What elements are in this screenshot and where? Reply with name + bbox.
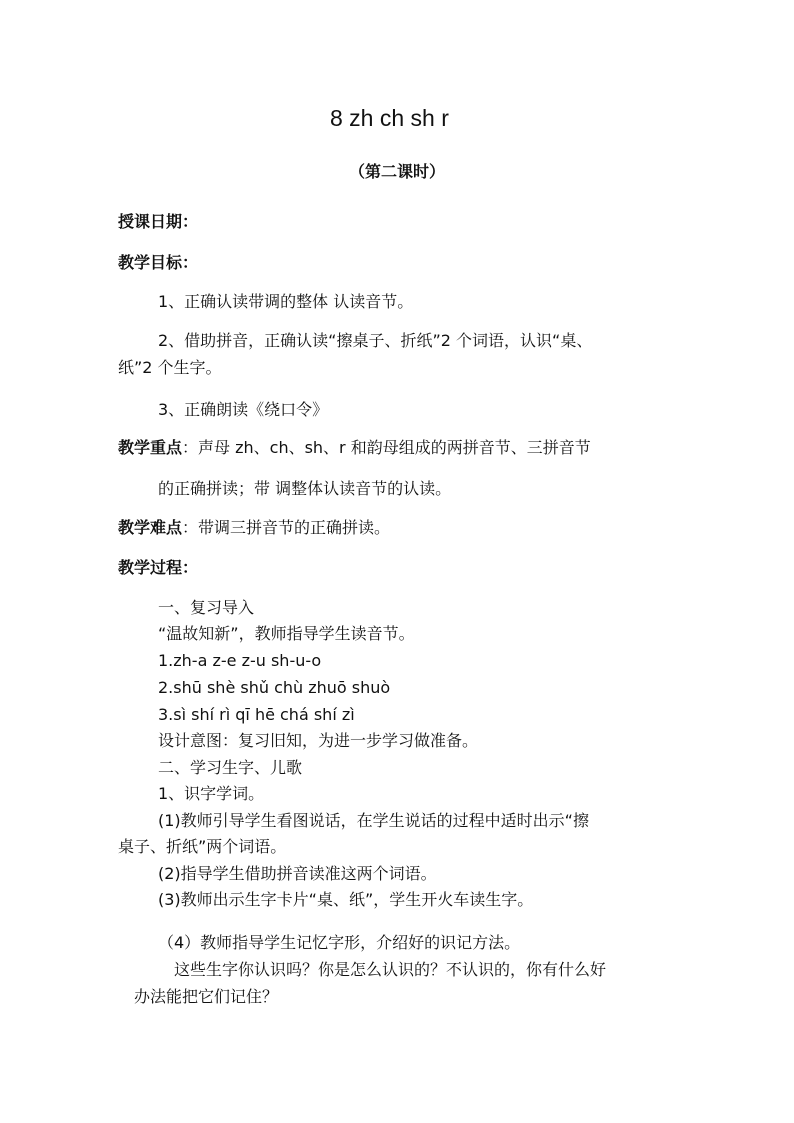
process-line: （4）教师指导学生记忆字形，介绍好的识记方法。 xyxy=(158,933,521,952)
lesson-subtitle: （第二课时） xyxy=(349,162,446,181)
syllables-row-1: 1.zh-a z-e z-u sh-u-o xyxy=(158,651,322,670)
key-points xyxy=(118,438,591,458)
difficulty-label: 教学难点 xyxy=(118,518,183,537)
goals-heading: 教学目标： xyxy=(118,253,199,272)
process-section-1: 一、复习导入 xyxy=(158,598,255,617)
page-title: 8 zh ch sh r xyxy=(330,105,449,131)
goal-1: 1、正确认读带调的整体 认读音节。 xyxy=(158,292,414,311)
difficulty-text: ：带调三拼音节的正确拼读。 xyxy=(182,518,391,537)
process-line: “温故知新”，教师指导学生读音节。 xyxy=(158,624,415,643)
process-heading: 教学过程： xyxy=(118,558,199,577)
process-line: 1、识字学词。 xyxy=(158,784,265,803)
goal-2-line-1: 2、借助拼音，正确认读“擦桌子、折纸”2 个词语，认识“桌、 xyxy=(158,331,593,350)
goal-2-line-2: 纸”2 个生字。 xyxy=(118,358,222,377)
process-line: 办法能把它们记住？ xyxy=(134,987,279,1006)
process-line: 这些生字你认识吗？你是怎么认识的？不认识的，你有什么好 xyxy=(174,960,607,979)
process-section-2: 二、学习生字、儿歌 xyxy=(158,758,303,777)
key-points-label: 教学重点 xyxy=(118,438,183,457)
process-line: (1)教师引导学生看图说话，在学生说话的过程中适时出示“擦 xyxy=(158,811,589,830)
design-intent: 设计意图：复习旧知，为进一步学习做准备。 xyxy=(158,731,479,750)
syllables-row-2: 2.shū shè shǔ chù zhuō shuò xyxy=(158,678,391,697)
process-line: (2)指导学生借助拼音读准这两个词语。 xyxy=(158,864,437,883)
process-line: 桌子、折纸”两个词语。 xyxy=(118,837,287,856)
goal-3: 3、正确朗读《绕口令》 xyxy=(158,400,329,419)
date-label: 授课日期： xyxy=(118,212,199,231)
key-points-line-2: 的正确拼读；带 调整体认读音节的认读。 xyxy=(158,479,452,498)
key-points-text: ：声母 zh、ch、sh、r 和韵母组成的两拼音节、三拼音节 xyxy=(182,438,591,457)
difficulty xyxy=(118,518,390,538)
process-line: (3)教师出示生字卡片“桌、纸”，学生开火车读生字。 xyxy=(158,890,534,909)
syllables-row-3: 3.sì shí rì qī hē chá shí zì xyxy=(158,705,355,724)
